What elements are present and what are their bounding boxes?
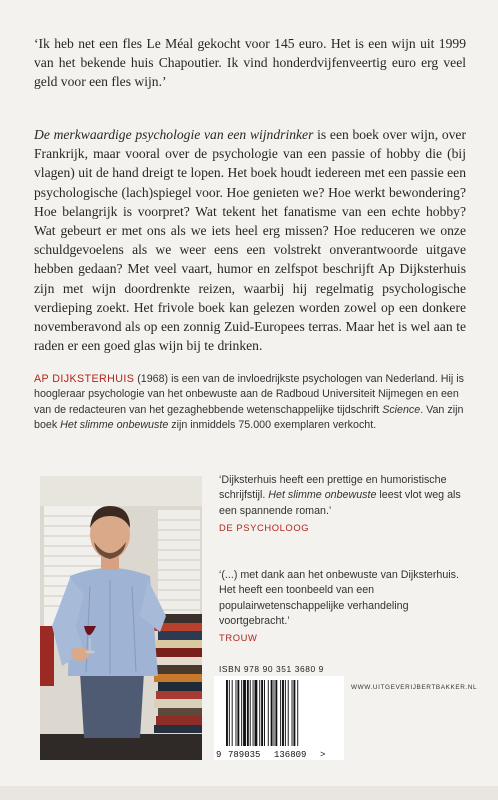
barcode-bar [259, 680, 260, 746]
barcode-bar [241, 680, 242, 746]
author-bio-part3: zijn inmiddels 75.000 exemplaren verkocht. [168, 418, 377, 431]
barcode-bar [293, 680, 295, 746]
author-bio-part1: (1968) is een van de invloedrijkste psychologen van Nederland. Hij is hoogleraar psychologie van het onbewuste aan de Radboud Universiteit Nijmegen en een van de redacteuren van het gezaghebbende wetenschappelijke tijdschrift [34, 373, 464, 416]
barcode-bar [236, 680, 237, 746]
previous-book-title: Het slimme onbewuste [60, 418, 169, 431]
isbn: ISBN 978 90 351 3680 9 [219, 664, 324, 674]
barcode-bar [261, 680, 263, 746]
barcode-right-digits: 136809 [274, 750, 307, 760]
review-book-title: Het slimme onbewuste [268, 489, 377, 502]
barcode [214, 676, 344, 760]
barcode-bar [282, 680, 284, 746]
barcode-bar [255, 680, 258, 746]
author-bio [34, 372, 466, 433]
back-cover-blurb [34, 125, 466, 355]
barcode-bar [288, 680, 289, 746]
barcode-bar [229, 680, 230, 746]
review-source: DE PSYCHOLOOG [219, 521, 310, 533]
review-text: ‘(...) met dank aan het onbewuste van Dijksterhuis. Het heeft een toonbeeld van een populairwetenschappelijke verhandeling voortgebracht.’ [219, 569, 459, 627]
barcode-bar [297, 680, 298, 746]
barcode-addon: > [320, 750, 326, 760]
publisher-url[interactable]: WWW.UITGEVERIJBERTBAKKER.NL [351, 684, 478, 691]
barcode-bar [247, 680, 249, 746]
barcode-bar [274, 680, 275, 746]
barcode-bar [232, 680, 233, 746]
author-bio-part2: . Van zijn boek [34, 403, 464, 431]
barcode-bar [226, 680, 228, 746]
author-name: AP DIJKSTERHUIS [34, 373, 135, 385]
author-photo [40, 476, 202, 760]
journal-name: Science [382, 403, 421, 416]
barcode-bar [280, 680, 281, 746]
review-text: ‘Dijksterhuis heeft een prettige en humoristische schrijfstijl. [219, 474, 447, 502]
barcode-bar [271, 680, 273, 746]
book-title: De merkwaardige psychologie van een wijndrinker [34, 127, 314, 142]
page-bottom-edge [0, 786, 498, 800]
barcode-bar [264, 680, 265, 746]
review-trouw [219, 568, 471, 645]
review-text-end: leest vlot weg als een spannende roman.’ [219, 489, 461, 517]
barcode-bar [275, 680, 277, 746]
barcode-bar [250, 680, 251, 746]
barcode-bar [243, 680, 246, 746]
barcode-lead-digit: 9 [216, 750, 222, 760]
opening-quote: ‘Ik heb net een fles Le Méal gekocht voor 145 euro. Het is een wijn uit 1999 van het bekende huis Chapoutier. Ik vind honderdvijfenveertig euro erg veel geld voor een fles wijn.’ [34, 36, 466, 90]
blurb-text: is een boek over wijn, over Frankrijk, maar vooral over de psychologie van een passie of hobby die (bij vlagen) uit de hand dreigt te lopen. Het boek houdt iedereen met een passie een psychologische (lach)spiegel voor. Hoe genieten we? Hoe werkt bewondering? Hoe belangrijk is voorpret? Wat tekent het fanatisme van een echte hobby? Wat gebeurt er met ons als we iets heel erg missen? Hoe reduceren we onze schuldgevoelens als we weer eens een volstrekt onverantwoorde uitgave hebben gedaan? Met veel vaart, humor en zelfspot beschrijft Ap Dijksterhuis zijn met wijn doordrenkte reizen, waarbij hij regelmatig psychologische verdieping zoekt. Het frivole boek kan gelezen worden zowel op een donkere novemberavond als op een zonnig Zuid-Europees terras. Maar het is wel aan te raden er een goed glas wijn bij te drinken. [34, 127, 466, 354]
barcode-bar [237, 680, 239, 746]
review-de-psycholoog [219, 473, 471, 535]
barcode-left-digits: 789035 [228, 750, 261, 760]
barcode-bar [253, 680, 254, 746]
review-source: TROUW [219, 632, 258, 644]
barcode-bar [268, 680, 269, 746]
barcode-bar [292, 680, 293, 746]
barcode-bar [285, 680, 286, 746]
